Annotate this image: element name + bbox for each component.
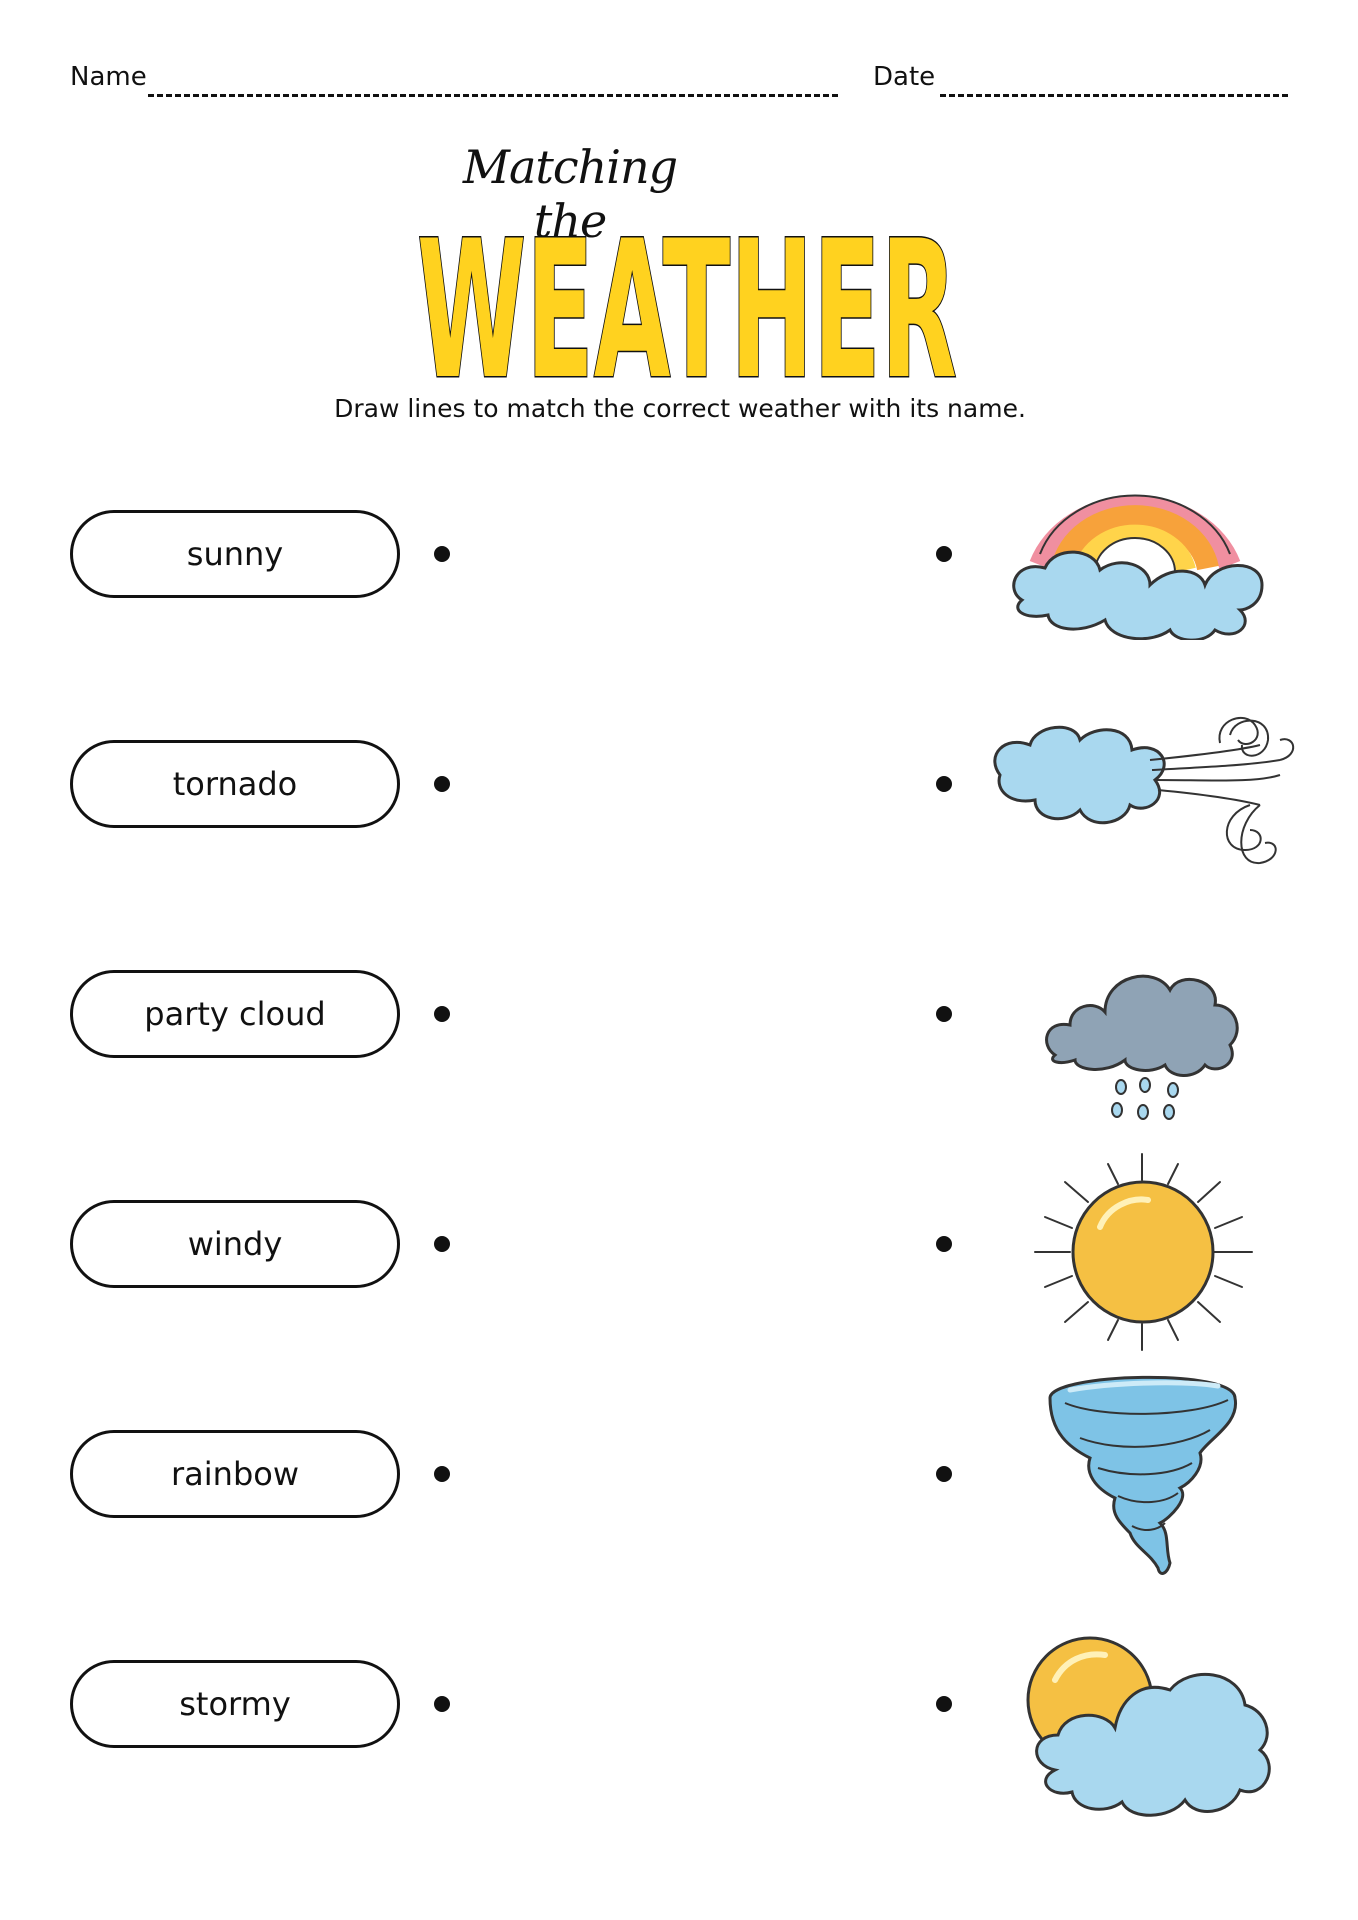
windy-cloud-icon <box>980 705 1310 875</box>
rainbow-cloud-icon <box>1000 470 1280 640</box>
word-pill-rainbow[interactable]: rainbow <box>70 1430 400 1518</box>
right-dot[interactable] <box>936 1696 952 1712</box>
word-pill-windy[interactable]: windy <box>70 1200 400 1288</box>
word-pill-tornado[interactable]: tornado <box>70 740 400 828</box>
rain-cloud-icon <box>1035 950 1255 1130</box>
left-dot[interactable] <box>434 1236 450 1252</box>
left-dot[interactable] <box>434 1696 450 1712</box>
word-pill-party-cloud[interactable]: party cloud <box>70 970 400 1058</box>
right-dot[interactable] <box>936 546 952 562</box>
left-dot[interactable] <box>434 1466 450 1482</box>
partly-cloudy-icon <box>1010 1620 1280 1840</box>
title-main: WEATHER <box>417 200 957 390</box>
title-weather <box>395 200 975 390</box>
right-dot[interactable] <box>936 776 952 792</box>
tornado-icon <box>1040 1368 1250 1583</box>
left-dot[interactable] <box>434 546 450 562</box>
header-row <box>70 62 1290 102</box>
left-dot[interactable] <box>434 1006 450 1022</box>
date-label: Date <box>873 62 936 92</box>
right-dot[interactable] <box>936 1236 952 1252</box>
right-dot[interactable] <box>936 1006 952 1022</box>
word-pill-sunny[interactable]: sunny <box>70 510 400 598</box>
name-label: Name <box>70 62 147 92</box>
match-row <box>0 930 1358 1100</box>
instructions: Draw lines to match the correct weather with its name. <box>334 394 1026 423</box>
match-row <box>0 470 1358 640</box>
match-row <box>0 1620 1358 1790</box>
date-field[interactable] <box>940 94 1288 97</box>
match-row <box>0 700 1358 870</box>
word-pill-stormy[interactable]: stormy <box>70 1660 400 1748</box>
sun-icon <box>1030 1152 1260 1352</box>
name-field[interactable] <box>148 94 838 97</box>
left-dot[interactable] <box>434 776 450 792</box>
match-row <box>0 1390 1358 1560</box>
title-script: Matching the <box>462 140 678 248</box>
right-dot[interactable] <box>936 1466 952 1482</box>
match-row <box>0 1160 1358 1330</box>
